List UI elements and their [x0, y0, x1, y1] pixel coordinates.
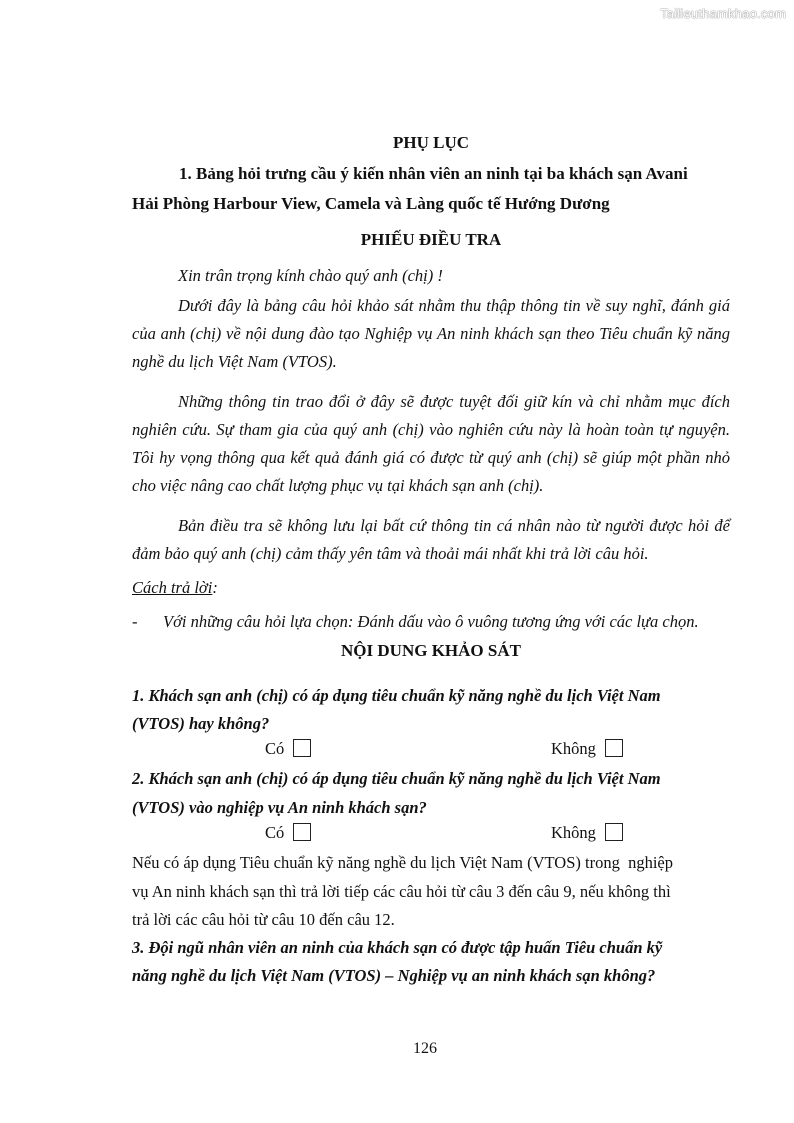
option-label: Không: [551, 739, 596, 758]
form-title: PHIẾU ĐIỀU TRA: [360, 230, 502, 249]
note-line2: vụ An ninh khách sạn thì trả lời tiếp các câu hỏi từ câu 3 đến câu 9, nếu không thì: [132, 882, 671, 901]
bullet-dash: -: [132, 612, 138, 631]
question-3-line2: năng nghề du lịch Việt Nam (VTOS) – Nghiệp vụ an ninh khách sạn không?: [132, 966, 656, 985]
note-line3: trả lời các câu hỏi từ câu 10 đến câu 12.: [132, 910, 395, 929]
question-2-line1: 2. Khách sạn anh (chị) có áp dụng tiêu chuẩn kỹ năng nghề du lịch Việt Nam: [132, 769, 661, 788]
question-2-option-yes[interactable]: [265, 823, 311, 843]
question-1-option-no[interactable]: [551, 739, 623, 759]
option-label: Có: [265, 739, 285, 758]
checkbox[interactable]: [605, 823, 623, 841]
section-title-line1: 1. Bảng hỏi trưng cầu ý kiến nhân viên an ninh tại ba khách sạn Avani: [179, 164, 688, 183]
intro-paragraph-2: Những thông tin trao đổi ở đây sẽ được tuyệt đối giữ kín và chỉ nhằm mục đích nghiên cứu. Sự tham gia của quý anh (chị) vào nghiên cứu này là hoàn toàn tự nguyện. Tôi hy vọng thông qua kết quả đánh giá có được từ quý anh (chị) sẽ giúp một phần nhỏ cho việc nâng cao chất lượng phục vụ tại khách sạn anh (chị).: [132, 392, 730, 495]
page-number: 126: [413, 1040, 437, 1057]
intro-paragraph-3: Bản điều tra sẽ không lưu lại bất cứ thông tin cá nhân nào từ người được hỏi để đảm bảo quý anh (chị) cảm thấy yên tâm và thoải mái nhất khi trả lời câu hỏi.: [132, 516, 730, 563]
greeting: Xin trân trọng kính chào quý anh (chị) !: [178, 266, 443, 285]
question-2-line2: (VTOS) vào nghiệp vụ An ninh khách sạn?: [132, 798, 427, 817]
how-to-answer-colon: :: [212, 578, 218, 597]
note-line1: Nếu có áp dụng Tiêu chuẩn kỹ năng nghề du lịch Việt Nam (VTOS) trong nghiệp: [132, 853, 673, 872]
question-2-option-no[interactable]: [551, 823, 623, 843]
how-to-answer-text: Cách trả lời: [132, 578, 213, 597]
checkbox[interactable]: [605, 739, 623, 757]
option-label: Có: [265, 823, 285, 842]
question-1-option-yes[interactable]: [265, 739, 311, 759]
appendix-heading: PHỤ LỤC: [392, 133, 470, 152]
intro-paragraph-1: Dưới đây là bảng câu hỏi khảo sát nhằm thu thập thông tin về suy nghĩ, đánh giá của anh (chị) về nội dung đào tạo Nghiệp vụ An ninh khách sạn theo Tiêu chuẩn kỹ năng nghề du lịch Việt Nam (VTOS).: [132, 296, 730, 371]
how-to-answer-label: [132, 574, 218, 602]
question-1-line2: (VTOS) hay không?: [132, 714, 270, 733]
answer-instruction: Với những câu hỏi lựa chọn: Đánh dấu vào ô vuông tương ứng với các lựa chọn.: [163, 612, 699, 631]
question-3-line1: 3. Đội ngũ nhân viên an ninh của khách sạn có được tập huấn Tiêu chuẩn kỹ: [132, 938, 663, 957]
watermark: Tailieuthamkhao.com: [660, 6, 786, 21]
checkbox[interactable]: [293, 739, 311, 757]
option-label: Không: [551, 823, 596, 842]
survey-title: NỘI DUNG KHẢO SÁT: [341, 641, 521, 660]
checkbox[interactable]: [293, 823, 311, 841]
section-title-line2: Hải Phòng Harbour View, Camela và Làng quốc tế Hướng Dương: [132, 194, 610, 213]
question-1-line1: 1. Khách sạn anh (chị) có áp dụng tiêu chuẩn kỹ năng nghề du lịch Việt Nam: [132, 686, 661, 705]
